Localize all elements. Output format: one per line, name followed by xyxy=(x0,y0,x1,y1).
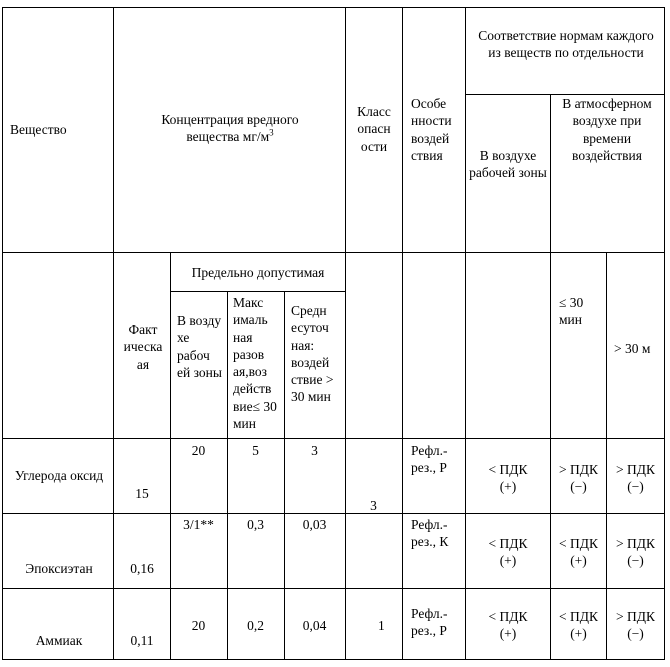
mpc-max-single-value: 0,2 xyxy=(247,618,264,633)
header-features: Особе нности воздей ствия xyxy=(411,96,452,163)
table-rule xyxy=(113,7,114,660)
table-rule xyxy=(284,291,285,660)
header-concentration: Концентрация вредного вещества $мг/м^3$ xyxy=(161,112,299,145)
actual-value: 15 xyxy=(135,486,149,501)
header-le-30: ≤ 30 мин xyxy=(559,295,584,328)
mpc-work-zone-value: 20 xyxy=(191,618,206,633)
header-mpc: Предельно допустимая xyxy=(191,265,325,280)
hazard-class-value: 3 xyxy=(370,498,377,513)
table-rule xyxy=(402,7,403,660)
mpc-daily-avg-value: 3 xyxy=(311,443,318,458)
mpc-daily-avg-value: 0,04 xyxy=(302,618,327,633)
mpc-max-single-value: 0,3 xyxy=(247,517,264,532)
header-atmospheric-air: В атмосферном воздухе при времени воздействия xyxy=(562,96,652,163)
header-actual: Факт ическа ая xyxy=(123,322,163,372)
table-border-left xyxy=(2,7,3,660)
actual-value: 0,16 xyxy=(130,561,154,576)
substance-name: Эпоксиэтан xyxy=(25,561,93,576)
table-rule xyxy=(2,588,665,589)
substance-name: Углерода оксид xyxy=(14,468,104,483)
table-border-bottom xyxy=(2,659,665,660)
compliance-work-zone: < ПДК (+) xyxy=(488,536,528,569)
header-hazard-class: Класс опасн ости xyxy=(357,104,391,154)
compliance-le-30: < ПДК (+) xyxy=(559,609,598,642)
unit-superscript: 3 xyxy=(269,127,274,138)
header-mpc-max-single: Макс ималь ная разов ая,воз действ вие≤ 30 мин xyxy=(233,295,277,431)
table-rule xyxy=(2,438,665,439)
actual-value: 0,11 xyxy=(130,633,154,648)
features-value: Рефл.- рез., Р xyxy=(411,606,448,639)
table-rule xyxy=(606,252,607,660)
compliance-le-30: > ПДК (−) xyxy=(559,462,598,495)
mpc-work-zone-value: 3/1** xyxy=(183,517,214,532)
header-work-zone-air: В воздухе рабочей зоны xyxy=(469,148,547,181)
table-border-right xyxy=(664,7,665,660)
table-rule xyxy=(227,291,228,660)
mpc-max-single-value: 5 xyxy=(252,443,259,458)
header-substance: Вещество xyxy=(10,122,67,137)
header-mpc-work-zone: В возду хе рабоч ей зоны xyxy=(177,313,222,380)
compliance-gt-30: > ПДК (−) xyxy=(616,609,655,642)
substance-name: Аммиак xyxy=(35,633,83,648)
compliance-gt-30: > ПДК (−) xyxy=(616,462,655,495)
table-rule xyxy=(550,94,551,660)
compliance-work-zone: < ПДК (+) xyxy=(488,609,528,642)
header-compliance: Соответствие нормам каждого из веществ по отдельности xyxy=(478,28,654,61)
compliance-gt-30: > ПДК (−) xyxy=(616,536,655,569)
table-rule xyxy=(2,252,665,253)
hazard-class-value: 1 xyxy=(378,618,385,633)
table-rule xyxy=(345,7,346,660)
compliance-le-30: < ПДК (+) xyxy=(559,536,598,569)
table-border-top xyxy=(2,7,665,8)
mpc-daily-avg-value: 0,03 xyxy=(302,517,327,532)
table-rule xyxy=(2,513,665,514)
table-rule xyxy=(170,291,346,292)
features-value: Рефл.- рез., К xyxy=(411,517,449,550)
mpc-work-zone-value: 20 xyxy=(191,443,206,458)
header-mpc-daily-avg: Средн есуточ ная: воздей ствие > 30 мин xyxy=(291,303,334,405)
features-value: Рефл.- рез., Р xyxy=(411,443,448,476)
header-gt-30: > 30 м xyxy=(614,341,651,356)
compliance-work-zone: < ПДК (+) xyxy=(488,462,528,495)
